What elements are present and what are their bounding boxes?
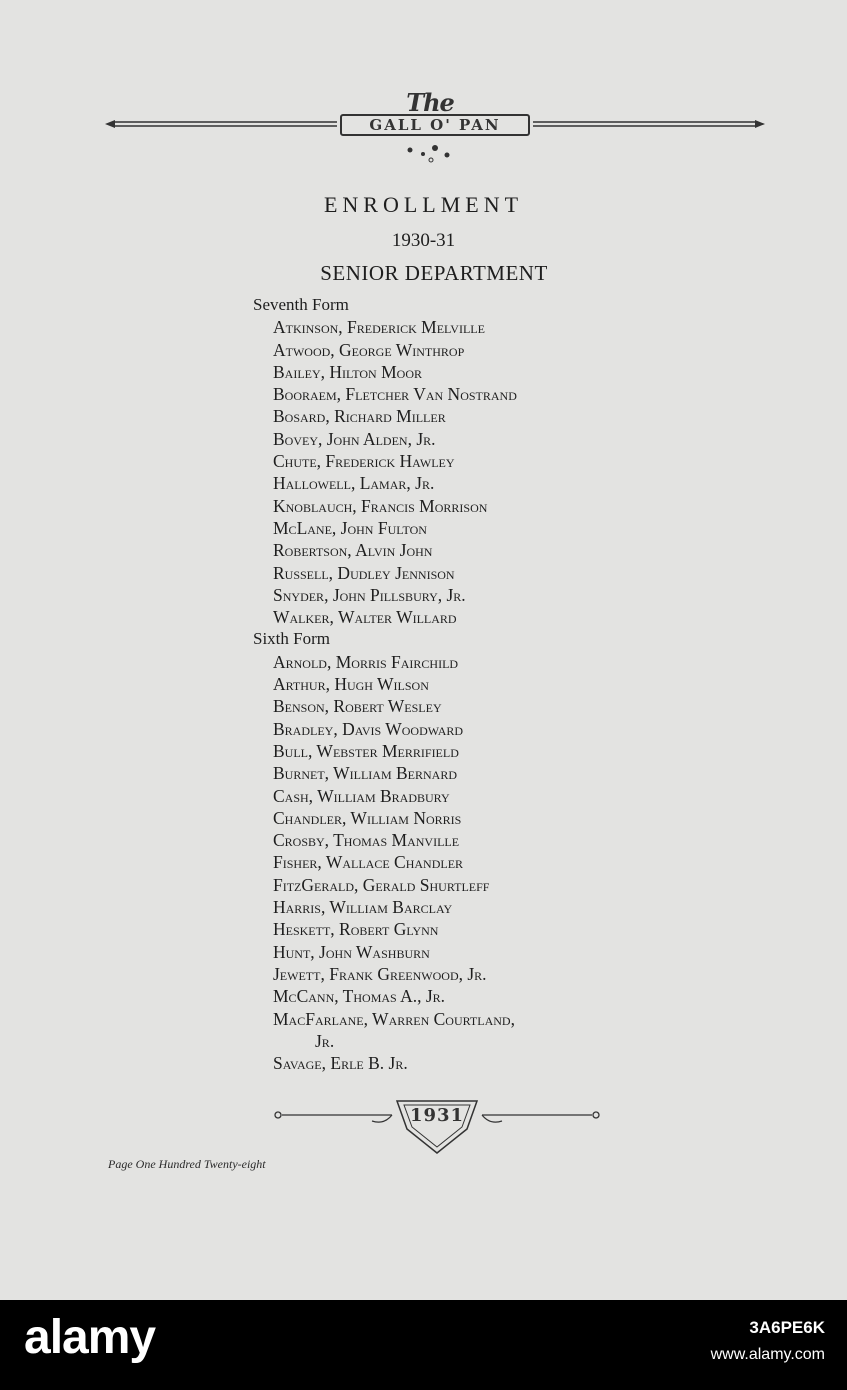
student-name: Chute, Frederick Hawley xyxy=(273,451,455,472)
student-name: Bailey, Hilton Moor xyxy=(273,361,422,382)
student-name: Atkinson, Frederick Melville xyxy=(273,317,485,338)
student-name: Fisher, Wallace Chandler xyxy=(273,852,464,873)
student-name: Hallowell, Lamar, Jr. xyxy=(273,473,435,494)
student-name: Crosby, Thomas Manville xyxy=(273,830,460,851)
student-name: Atwood, George Winthrop xyxy=(273,339,465,360)
enrollment-heading: ENROLLMENT xyxy=(323,192,524,217)
student-name: Russell, Dudley Jennison xyxy=(273,562,455,583)
student-name: Bovey, John Alden, Jr. xyxy=(273,428,436,449)
form-label: Sixth Form xyxy=(253,629,330,649)
student-name: Walker, Walter Willard xyxy=(273,607,457,628)
student-name: Snyder, John Pillsbury, Jr. xyxy=(273,584,466,605)
student-name: Jewett, Frank Greenwood, Jr. xyxy=(273,963,487,984)
ornament-title-text: GALL O' PAN xyxy=(369,115,501,134)
student-name: Savage, Erle B. Jr. xyxy=(273,1053,408,1074)
student-name: McCann, Thomas A., Jr. xyxy=(273,986,446,1007)
stock-watermark-strip xyxy=(0,1300,847,1390)
form-label: Seventh Form xyxy=(253,295,349,314)
ornament-title-box xyxy=(340,114,530,136)
student-name: Jr. xyxy=(315,1030,335,1051)
student-name: Bull, Webster Merrifield xyxy=(273,740,459,761)
student-name: Chandler, William Norris xyxy=(273,807,462,828)
student-name: MacFarlane, Warren Courtland, xyxy=(273,1008,515,1029)
stock-url: www.alamy.com xyxy=(710,1346,825,1363)
student-name: Hunt, John Washburn xyxy=(273,941,430,962)
department-heading: SENIOR DEPARTMENT xyxy=(320,261,548,285)
student-name: Bosard, Richard Miller xyxy=(273,406,446,427)
footer-year-mark: 1931 xyxy=(409,1105,465,1126)
student-name: Heskett, Robert Glynn xyxy=(273,919,439,940)
student-name: Arnold, Morris Fairchild xyxy=(273,651,459,672)
ornament-the-text: The xyxy=(406,88,454,117)
student-name: Robertson, Alvin John xyxy=(273,540,433,561)
page-number: Page One Hundred Twenty-eight xyxy=(108,1157,266,1171)
student-name: FitzGerald, Gerald Shurtleff xyxy=(273,874,490,895)
student-name: Bradley, Davis Woodward xyxy=(273,718,464,739)
stock-logo: alamy xyxy=(24,1311,156,1364)
student-name: Cash, William Bradbury xyxy=(273,785,450,806)
header-ornament xyxy=(105,88,765,170)
footer-ornament xyxy=(272,1095,602,1155)
student-name: Booraem, Fletcher Van Nostrand xyxy=(273,384,517,405)
student-name: Arthur, Hugh Wilson xyxy=(273,674,429,695)
year-heading: 1930-31 xyxy=(391,230,456,251)
student-name: Knoblauch, Francis Morrison xyxy=(273,495,488,516)
student-name: McLane, John Fulton xyxy=(273,517,427,538)
student-roster xyxy=(253,294,673,1074)
student-name: Burnet, William Bernard xyxy=(273,763,457,784)
student-name: Benson, Robert Wesley xyxy=(273,696,442,717)
stock-image-id: 3A6PE6K xyxy=(749,1318,825,1337)
student-name: Harris, William Barclay xyxy=(273,897,453,918)
